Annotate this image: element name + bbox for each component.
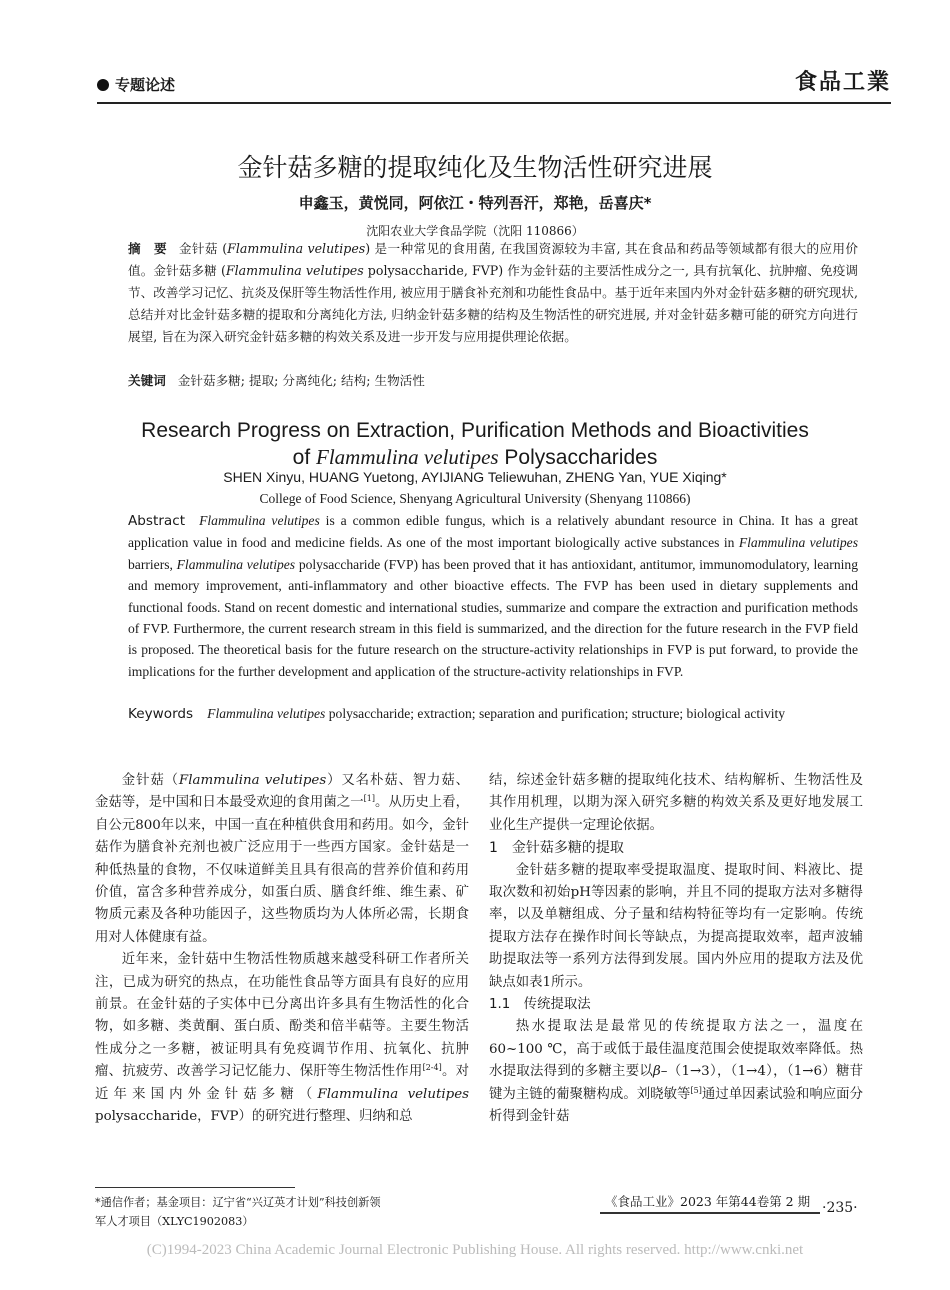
greek-symbol: β <box>653 1064 661 1080</box>
abstract-en <box>128 510 858 682</box>
scientific-name: Flammulina velutipes <box>316 445 499 469</box>
bullet-icon <box>97 79 109 91</box>
abstract-zh-text: ) 是一种常见的食用菌, 在我国资源较为丰富, 其在食品和药品等领域都有很大的应用价值。金针菇多糖 ( <box>128 241 858 278</box>
title-en-line1: Research Progress on Extraction, Purification Methods and Bioactivities <box>141 419 809 442</box>
footnote <box>95 1193 475 1231</box>
paper-title-zh: 金针菇多糖的提取纯化及生物活性研究进展 <box>237 153 713 182</box>
header-divider <box>97 102 891 104</box>
keywords-en-label: Keywords <box>128 706 194 722</box>
body-paragraph: 结，综述金针菇多糖的提取纯化技术、结构解析、生物活性及其作用机理，以期为深入研究多糖的构效关系及更好地发展工业化生产提供一定理论依据。 <box>489 773 863 833</box>
abstract-zh <box>128 238 858 348</box>
body-text: ）又名朴菇、智力菇、金菇等，是中国和日本最受欢迎的食用菌之一 <box>95 773 470 811</box>
citation-ref[interactable]: [5] <box>690 1085 702 1095</box>
body-paragraph <box>95 949 469 1128</box>
body-text: –（1→3），（1→4），（1→6）糖苷键为主链的葡聚糖构成。刘晓敏等 <box>489 1064 864 1102</box>
footnote-line: *通信作者；基金项目：辽宁省“兴辽英才计划”科技创新领 <box>95 1196 381 1209</box>
scientific-name: Flammulina velutipes <box>207 706 326 721</box>
citation-ref[interactable]: [1] <box>363 794 375 804</box>
abstract-en-text: is a common edible fungus, which is a relatively abundant resource in China. It has a great application value in food and medicine fields. As one of the most important biologically active substances in <box>128 513 859 551</box>
body-paragraph <box>95 770 469 949</box>
page-number: ·235· <box>822 1200 858 1216</box>
scientific-name: Flammulina velutipes <box>176 556 296 572</box>
body-column-left <box>95 770 469 1129</box>
scientific-name: Flammulina velutipes <box>227 241 366 256</box>
abstract-en-text: barriers, <box>128 556 177 572</box>
abstract-zh-text: 金针菇 ( <box>178 241 228 256</box>
copyright-watermark: (C)1994-2023 China Academic Journal Electronic Publishing House. All rights reserved. http://www.cnki.net <box>146 1242 804 1258</box>
body-text: 近年来，金针菇中生物活性物质越来越受科研工作者所关注，已成为研究的热点，在功能性食品等方面具有良好的应用前景。在金针菇的子实体中已分离出许多具有生物活性的化合物，如多糖、类黄酮、蛋白质、酚类和倍半萜等。主要生物活性成分之一多糖，被证明具有免疫调节作用、抗氧化、抗肿瘤、抗疲劳、改善学习记忆能力、保肝等生物活性作用 <box>95 952 469 1080</box>
scientific-name: Flammulina velutipes <box>317 1086 470 1102</box>
body-text: 。从历史上看，自公元800年以来，中国一直在种植供食用和药用。如今，金针菇作为膳食补充剂也被广泛应用于一些西方国家。金针菇是一种低热量的食物，不仅味道鲜美且具有很高的营养价值和药用价值，富含多种营养成分，如蛋白质、膳食纤维、维生素、矿物质元素及各种功能因子，这些物质均为人体所必需，长期食用对人体健康有益。 <box>95 795 470 945</box>
journal-logo: 食品工業 <box>794 69 891 95</box>
affiliation-en: College of Food Science, Shenyang Agricultural University (Shenyang 110866) <box>259 491 691 506</box>
keywords-zh <box>128 370 858 392</box>
abstract-en-label: Abstract <box>128 513 186 529</box>
citation-ref[interactable]: [2-4] <box>422 1063 442 1073</box>
paper-title-en <box>0 417 950 471</box>
footnote-line: 军人才项目（XLYC1902083） <box>95 1215 254 1228</box>
keywords-en-text: polysaccharide; extraction; separation and purification; structure; biological activity <box>325 706 786 721</box>
title-en-line2 <box>0 444 950 471</box>
body-text: polysaccharide，FVP）的研究进行整理、归纳和总 <box>95 1109 413 1125</box>
title-en-text: Polysaccharides <box>498 446 658 469</box>
footnote-divider <box>95 1187 295 1188</box>
scientific-name: Flammulina velutipes <box>199 513 320 528</box>
scientific-name: Flammulina velutipes <box>738 535 859 551</box>
section-label: 专题论述 <box>115 76 176 94</box>
section-header <box>97 69 891 97</box>
scientific-name: Flammulina velutipes <box>178 773 327 788</box>
footer-divider <box>600 1212 820 1214</box>
body-paragraph: 金针菇多糖的提取率受提取温度、提取时间、料液比、提取次数和初始pH等因素的影响，并且不同的提取方法对多糖得率，以及单糖组成、分子量和结构特征等均有一定影响。传统提取方法存在操作时间长等缺点，为提高提取效率，超声波辅助提取法等一系列方法得到发展。国内外应用的提取方法及优缺点如表1所示。 <box>489 862 863 990</box>
journal-issue: 《食品工业》2023 年第44卷第 2 期 <box>605 1194 811 1209</box>
abstract-zh-text: polysaccharide, FVP) 作为金针菇的主要活性成分之一, 具有抗氧化、抗肿瘤、免疫调节、改善学习记忆、抗炎及保肝等生物活性作用, 被应用于膳食补充剂和功能性食品中。基于近年来国内外对金针菇多糖的研究现状, 总结并对比金针菇多糖的提取和分离纯化方法, 归纳金针菇多糖的结构及生物活性的研究进展, 并对金针菇多糖可能的研究方向进行展望, 旨在为深入研究金针菇多糖的构效关系及进一步开发与应用提供理论依据。 <box>128 263 858 344</box>
subsection-heading: 1.1 传统提取法 <box>489 997 591 1013</box>
abstract-en-text: polysaccharide (FVP) has been proved that it has antioxidant, antitumor, immunomodulatory, learning and memory improvement, anti-inflammatory and other bioactive effects. The FVP has been used in dietary supplements and functional foods. Stand on recent domestic and international studies, summarize and compare the extraction and purification methods of FVP. Furthermore, the current research stream in this field is summarized, and the direction for the future research in the FVP field is proposed. The theoretical basis for the future research on the structure-activity relationships in FVP is put forward, to provide the implications for the further development and application of the structure-activity relationships in FVP. <box>128 556 858 679</box>
abstract-zh-label: 摘 要 <box>128 241 167 256</box>
authors-zh: 申鑫玉，黄悦同，阿依江・特列吾汗，郑艳，岳喜庆* <box>298 194 652 212</box>
authors-en: SHEN Xinyu, HUANG Yuetong, AYIJIANG Teliewuhan, ZHENG Yan, YUE Xiqing* <box>223 469 727 485</box>
body-text: 热水提取法是最常见的传统提取方法之一，温度在60~100 ℃，高于或低于最佳温度范围会使提取效率降低。热水提取法得到的多糖主要以 <box>489 1019 863 1080</box>
scientific-name: Flammulina velutipes <box>225 263 364 278</box>
keywords-en <box>128 703 858 725</box>
section-heading: 1 金针菇多糖的提取 <box>489 840 624 857</box>
body-text: 通过单因素试验和响应面分析得到金针菇 <box>489 1086 864 1125</box>
keywords-zh-text: 金针菇多糖; 提取; 分离纯化; 结构; 生物活性 <box>177 373 425 388</box>
body-text: 金针菇（ <box>121 773 179 788</box>
body-column-right <box>489 770 863 1129</box>
keywords-zh-label: 关键词 <box>128 373 166 388</box>
title-en-text: of <box>292 446 317 469</box>
body-text: 。对近年来国内外金针菇多糖（ <box>95 1064 470 1102</box>
body-paragraph <box>489 1016 863 1128</box>
affiliation-zh: 沈阳农业大学食品学院（沈阳 110866） <box>366 224 584 238</box>
